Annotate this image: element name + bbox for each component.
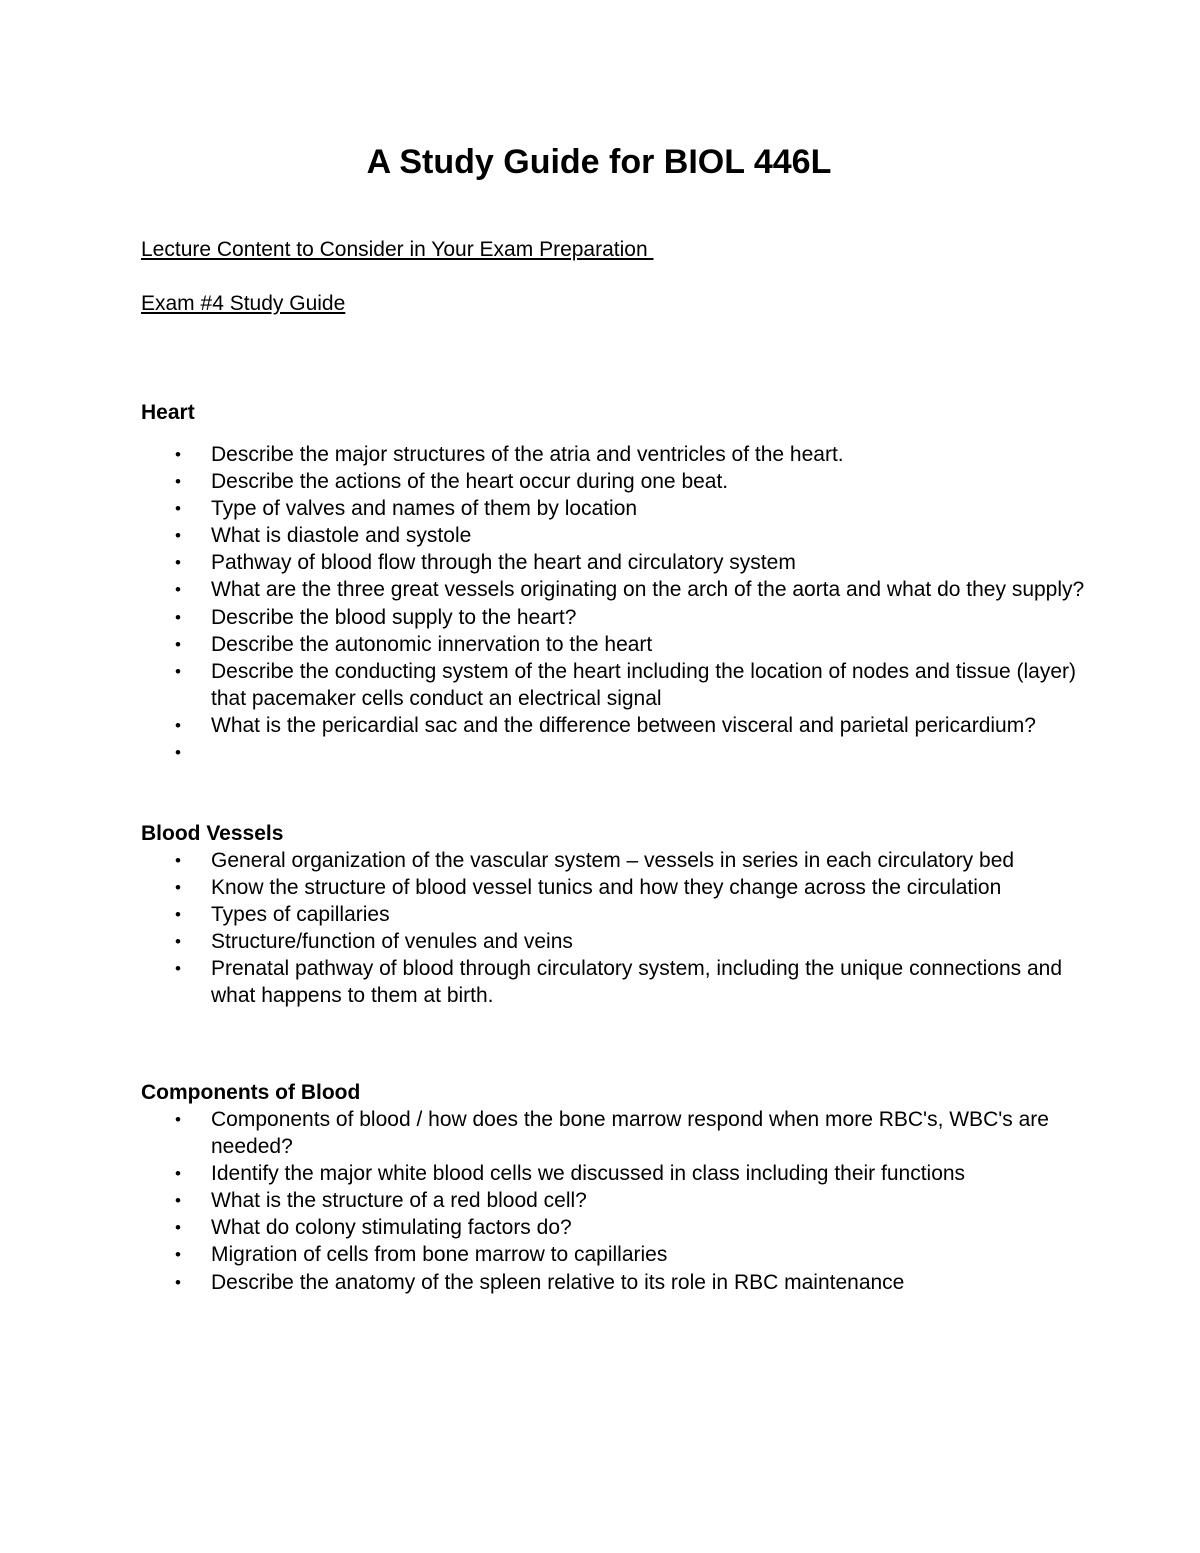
list-item-text: Describe the actions of the heart occur during one beat. — [211, 470, 729, 494]
list-item — [141, 874, 1101, 901]
list-item-text: Type of valves and names of them by location — [211, 497, 638, 521]
list-item-text: Identify the major white blood cells we discussed in class including their functions — [211, 1162, 966, 1186]
bullet-list-heart — [141, 441, 1101, 766]
bullet-icon: • — [175, 1245, 181, 1265]
bullet-icon: • — [175, 472, 181, 492]
bullet-list-blood-vessels — [141, 847, 1101, 1010]
list-item — [141, 847, 1101, 874]
bullet-icon: • — [175, 499, 181, 519]
list-item — [141, 928, 1101, 955]
list-item — [141, 712, 1101, 739]
list-item — [141, 955, 1101, 1009]
list-item-text: Describe the blood supply to the heart? — [211, 605, 577, 629]
list-item-text: Pathway of blood flow through the heart and circulatory system — [211, 551, 796, 575]
list-item-text: What is the pericardial sac and the difference between visceral and parietal pericardium? — [211, 713, 1036, 737]
list-item — [141, 549, 1101, 576]
list-item — [141, 441, 1101, 468]
list-item-text: Describe the autonomic innervation to the heart — [211, 632, 653, 656]
list-item-text: Components of blood / how does the bone marrow respond when more RBC's, WBC's are needed? — [211, 1108, 1049, 1159]
list-item-text: Describe the major structures of the atria and ventricles of the heart. — [211, 443, 844, 466]
bullet-icon: • — [175, 526, 181, 546]
list-item — [141, 631, 1101, 658]
list-item-text — [211, 739, 1101, 766]
bullet-icon: • — [175, 445, 181, 464]
bullet-icon: • — [175, 553, 181, 573]
section-components-of-blood — [141, 1079, 1101, 1296]
section-blood-vessels — [141, 820, 1101, 1010]
list-item-text: Migration of cells from bone marrow to capillaries — [211, 1243, 668, 1267]
bullet-icon: • — [175, 905, 181, 925]
list-item — [141, 1187, 1101, 1214]
section-heading-blood-vessels: Blood Vessels — [141, 822, 284, 845]
list-item-text: Describe the anatomy of the spleen relative to its role in RBC maintenance — [211, 1270, 905, 1294]
list-item — [141, 1214, 1101, 1241]
bullet-icon: • — [175, 634, 181, 654]
list-item-empty — [141, 739, 1101, 766]
list-item — [141, 522, 1101, 549]
list-item — [141, 1269, 1101, 1296]
list-item-text: What is the structure of a red blood cell? — [211, 1189, 587, 1213]
list-item — [141, 901, 1101, 928]
list-item — [141, 576, 1101, 603]
list-item-text: What do colony stimulating factors do? — [211, 1216, 572, 1240]
bullet-icon: • — [175, 1110, 181, 1129]
list-item — [141, 495, 1101, 522]
bullet-icon: • — [175, 743, 181, 763]
list-item-text: What are the three great vessels originating on the arch of the aorta and what do they supply? — [211, 578, 1085, 602]
exam-study-guide-subheading: Exam #4 Study Guide — [141, 292, 346, 315]
bullet-icon: • — [175, 932, 181, 952]
bullet-icon: • — [175, 1272, 181, 1292]
list-item — [141, 658, 1101, 712]
bullet-icon: • — [175, 715, 181, 735]
list-item-text: General organization of the vascular system – vessels in series in each circulatory bed — [211, 849, 1015, 872]
list-item — [141, 1160, 1101, 1187]
list-item-text: Structure/function of venules and veins — [211, 930, 573, 954]
section-heading-components-of-blood: Components of Blood — [141, 1081, 361, 1104]
bullet-icon: • — [175, 1164, 181, 1184]
bullet-icon: • — [175, 851, 181, 870]
lecture-content-subheading: Lecture Content to Consider in Your Exam Preparation — [141, 238, 654, 261]
bullet-icon: • — [175, 1218, 181, 1238]
section-heading-heart: Heart — [141, 401, 195, 424]
bullet-list-components-of-blood — [141, 1106, 1101, 1296]
bullet-icon: • — [175, 1191, 181, 1211]
section-heart — [141, 399, 1101, 766]
list-item-text: Know the structure of blood vessel tunics and how they change across the circulation — [211, 876, 1002, 900]
list-item — [141, 604, 1101, 631]
list-item — [141, 468, 1101, 495]
bullet-icon: • — [175, 607, 181, 627]
list-item-text: Types of capillaries — [211, 903, 390, 927]
list-item-text: What is diastole and systole — [211, 524, 472, 548]
list-item-text: Prenatal pathway of blood through circulatory system, including the unique connections and what happens to them at birth. — [211, 957, 1063, 1008]
document-title: A Study Guide for BIOL 446L — [366, 143, 832, 181]
list-item-text: Describe the conducting system of the heart including the location of nodes and tissue (layer) that pacemaker cells conduct an electrical signal — [211, 659, 1076, 710]
bullet-icon: • — [175, 959, 181, 979]
bullet-icon: • — [175, 661, 181, 681]
list-item — [141, 1106, 1101, 1160]
list-item — [141, 1241, 1101, 1268]
bullet-icon: • — [175, 878, 181, 898]
bullet-icon: • — [175, 580, 181, 600]
